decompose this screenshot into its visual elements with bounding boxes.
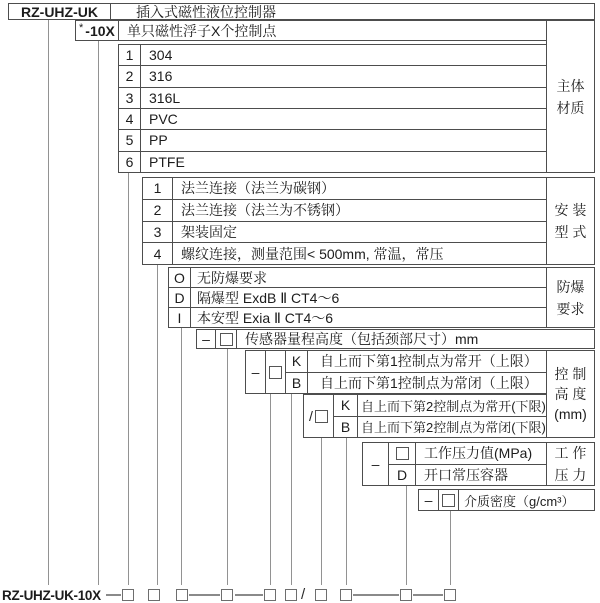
control1-block <box>245 350 547 394</box>
ordering-code-model: RZ-UHZ-UK-10X <box>2 588 101 603</box>
blank-box-cell <box>266 351 286 393</box>
variant-row <box>75 20 547 41</box>
material-desc: PP <box>149 132 168 149</box>
control1-code: K <box>286 351 308 372</box>
material-desc: PTFE <box>149 153 185 170</box>
blank-box-cell <box>439 490 459 510</box>
control1-desc: 自上而下第1控制点为常开（上限） <box>320 353 538 370</box>
material-desc: 304 <box>149 47 173 64</box>
connector-pressure <box>406 485 407 585</box>
explosion-desc: 隔爆型 ExdB Ⅱ CT4～6 <box>197 289 340 306</box>
code-box-pressure <box>400 589 412 601</box>
control1-code: B <box>286 373 308 394</box>
connector-control1-type <box>291 393 292 585</box>
code-box-control1-height <box>264 589 276 601</box>
code-dash <box>353 594 399 596</box>
material-desc: PVC <box>149 111 178 128</box>
blank-box <box>220 333 233 346</box>
slash-box-cell <box>304 395 334 437</box>
installation-desc: 法兰连接（法兰为碳钢） <box>181 180 335 197</box>
control2-block <box>303 394 547 438</box>
control-height-label: 控 制 高 度 (mm) <box>546 350 595 438</box>
connector-control2-height <box>321 437 322 585</box>
variant-desc: 单只磁性浮子X个控制点 <box>127 22 277 39</box>
blank-box <box>315 410 328 423</box>
dash-cell: – <box>197 330 216 348</box>
blank-box-cell <box>216 330 237 348</box>
explosion-desc: 无防爆要求 <box>197 269 267 286</box>
material-desc: 316L <box>149 89 181 106</box>
control2-desc: 自上而下第2控制点为常开(下限) <box>361 398 546 414</box>
model-code: RZ-UHZ-UK <box>9 4 111 19</box>
material-code: 5 <box>119 130 141 150</box>
connector-density <box>450 510 451 585</box>
installation-block <box>142 177 547 265</box>
installation-desc: 螺纹连接，测量范围< 500mm, 常温，常压 <box>181 245 444 262</box>
code-dash <box>106 594 121 596</box>
pressure-block <box>362 442 547 486</box>
code-box-density <box>444 589 456 601</box>
sensor-range-row <box>196 329 595 349</box>
material-code: 4 <box>119 109 141 129</box>
installation-label: 安 装 型 式 <box>546 177 595 265</box>
control2-code: B <box>334 417 358 438</box>
installation-code: 3 <box>143 222 173 243</box>
material-block <box>118 44 547 173</box>
slash-prefix: / <box>309 408 313 424</box>
material-desc: 316 <box>149 68 173 85</box>
code-box-control1-type <box>285 589 297 601</box>
connector-material <box>128 172 129 585</box>
control2-desc: 自上而下第2控制点为常闭(下限) <box>361 420 546 436</box>
variant-asterisk: * <box>79 22 84 34</box>
material-code: 2 <box>119 66 141 86</box>
explosion-desc: 本安型 Exia Ⅱ CT4～6 <box>197 309 334 326</box>
code-box-control2-type <box>340 589 352 601</box>
connector-sensor-range <box>227 348 228 585</box>
code-box-installation <box>148 589 160 601</box>
connector-variant <box>98 41 99 585</box>
dash-cell: – <box>419 490 439 510</box>
dash-cell: – <box>363 443 389 485</box>
explosion-code: D <box>169 288 191 307</box>
connector-explosion <box>181 327 182 585</box>
code-box-control2-height <box>315 589 327 601</box>
explosion-code: I <box>169 308 191 327</box>
material-code: 3 <box>119 88 141 108</box>
dash-cell: – <box>246 351 266 393</box>
pressure-desc: 开口常压容器 <box>424 466 508 483</box>
code-slash: / <box>301 586 306 603</box>
header-row <box>8 3 595 20</box>
code-dash <box>189 594 220 596</box>
density-row <box>418 489 595 511</box>
pressure-label: 工 作 压 力 <box>546 442 595 486</box>
blank-box-cell <box>389 443 416 464</box>
blank-box <box>396 447 409 460</box>
pressure-code: D <box>389 465 416 486</box>
connector-control2-type <box>346 437 347 585</box>
pressure-desc: 工作压力值(MPa) <box>424 445 533 462</box>
explosion-label: 防爆 要求 <box>546 267 595 328</box>
blank-box <box>442 494 455 507</box>
control1-desc: 自上而下第1控制点为常闭（上限） <box>320 374 538 391</box>
variant-code: -10X <box>85 22 115 39</box>
control2-code: K <box>334 395 358 416</box>
installation-code: 4 <box>143 243 173 264</box>
code-dash <box>235 594 263 596</box>
installation-code: 1 <box>143 178 173 199</box>
density-desc: 介质密度（g/cm³） <box>464 493 575 509</box>
material-code: 6 <box>119 152 141 172</box>
installation-desc: 架装固定 <box>181 223 237 240</box>
sensor-range-desc: 传感器量程高度（包括颈部尺寸）mm <box>245 331 479 347</box>
explosion-code: O <box>169 268 191 287</box>
explosion-block <box>168 267 547 328</box>
blank-box <box>269 366 282 379</box>
code-box-explosion <box>176 589 188 601</box>
connector-model <box>48 19 49 585</box>
installation-code: 2 <box>143 200 173 221</box>
code-box-sensor-range <box>221 589 233 601</box>
material-code: 1 <box>119 45 141 65</box>
product-title: 插入式磁性液位控制器 <box>136 3 276 20</box>
connector-control1-height <box>270 393 271 585</box>
connector-installation <box>157 264 158 585</box>
installation-desc: 法兰连接（法兰为不锈钢） <box>181 202 349 219</box>
code-box-material <box>122 589 134 601</box>
material-label: 主体 材质 <box>546 20 595 173</box>
code-dash <box>413 594 443 596</box>
